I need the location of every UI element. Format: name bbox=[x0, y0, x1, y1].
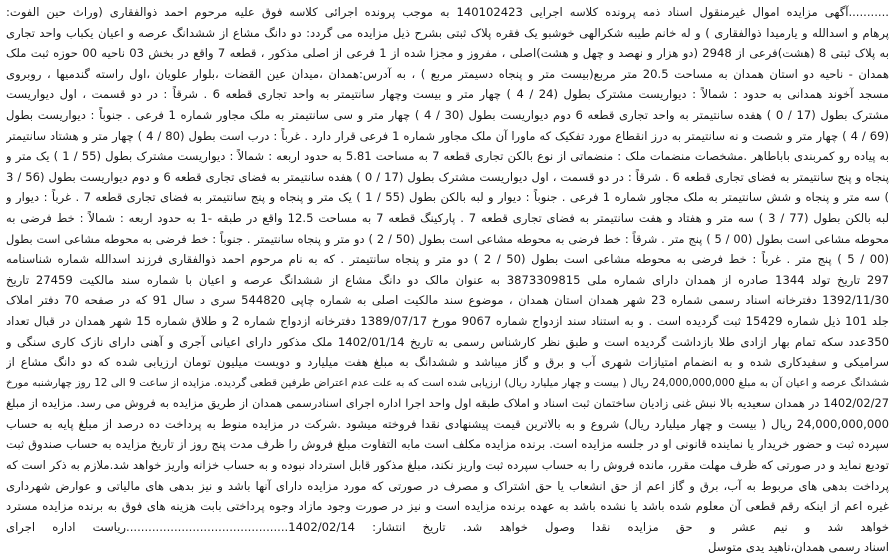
notice-line: (69 / 4 ) چهار متر و شصت و نه سانتیمتر به درز انقطاع مورد تفکیک که ماورا آن ملک مجاور شماره 1 فرعی قرار دارد . غرباً : درب است بطول (80 / 4 ) چهار متر و هشتاد سانتیمتر bbox=[6, 128, 889, 143]
notice-line: ...........آگهی مزایده اموال غیرمنقول اسناد ذمه پرونده کلاسه اجرایی 140102423 به موجب پرونده اجرائی کلاسه فوق علیه مرحوم احمد ذوالفقاری (وراث حین الفوت: bbox=[6, 5, 889, 19]
notice-line: 1402/02/27 در همدان سعیدیه بالا نبش غنی زادیان ساختمان ثبت اسناد و املاک طبقه اول واحد اجرا اداره اجرای اسنادرسمی همدان از طریق مزایده به فروش می رسد. مزایده از مبلغ bbox=[6, 396, 889, 411]
notice-line: به پیاده رو کمربندی باباطاهر .مشخصات منضمات ملک : منضماتی از نوع بالکن تجاری قطعه 7 به مساحت 5.81 به حدود اربعه : شمالاً : دیواریست مشترک بطول (55 / 1 ) یک متر و bbox=[6, 149, 889, 164]
notice-line: ) سه متر و پنجاه و شش سانتیمتر به ملک مجاور شماره 1 فرعی . جنوباً : دیوار و لبه بالکن بطول (55 / 1 ) یک متر و پنجاه و پنج سانتیمتر به فضای تجاری قطعه 7 . غرباً : دیوار و bbox=[6, 190, 889, 205]
notice-line: سرامیکی و سفیدکاری شده و به انضمام امتیازات شهری آب و برق و گاز میباشد و ششدانگ به مبلغ هفت میلیارد و دویست میلیون تومان ارزیابی شده که دو دانگ مشاع از bbox=[6, 355, 889, 370]
notice-line: محوطه مشاعی است بطول (00 / 5 ) پنج متر . شرقاً : خط فرضی به محوطه مشاعی است بطول (50 / 2 ) دو متر و پنجاه سانتیمتر . جنوباً : خط فرضی به محوطه مشاعی است بطول bbox=[6, 231, 889, 246]
notice-line: تودیع نماید و در صورتی که ظرف مهلت مقرر، مانده فروش را به حساب سپرده ثبت واریز نکند، مبلغ مذکور قابل استرداد نبوده و به حساب خزانه واریز خواهد شد.ملازم به ذکر است که bbox=[6, 458, 889, 473]
notice-line: 24,000,000,000 ریال ( بیست و چهار میلیارد ریال) شروع و به بالاترین قیمت پیشنهادی نقدا فروخته میشود .شرکت در مزایده منوط به پرداخت ده درصد از مبلغ پایه به حساب bbox=[6, 416, 889, 431]
notice-line: به پلاک ثبتی 8 (هشت)فرعی از 2948 (دو هزار و نهصد و چهل و هشت)اصلی ، مفروز و مجزا شده از 1 فرعی از اصلی مذکور ، قطعه 7 واقع در بخش 03 ناحیه 00 حوزه ثبت ملک bbox=[6, 46, 889, 61]
notice-line: 350عدد سکه تمام بهار ازادی طلا بازداشت گردیده است و طبق نظر کارشناس رسمی به تاریخ 1402/01/14 ملک مذکور دارای اعیانی آجری و آهنی دارای نازک کاری سنگی و bbox=[6, 334, 889, 349]
notice-line: پرهام و اسدالله و یارمیدا ذوالفقاری ) و له خانم طیبه شکرالهی خوشبو یک فقره پلاک ثبتی بشرح ذیل مزایده می گردد: دو دانگ مشاع از ششدانگ عرصه و اعیان یکباب واحد تجاری bbox=[6, 25, 889, 40]
notice-line: پنجاه و پنج سانتیمتر به فضای تجاری قطعه 6 . شرقاً : در دو قسمت ، اول دیواریست مشترک بطول (17 / 0 ) هفده سانتیمتر به فضای تجاری قطعه 6 و دوم دیواریست بطول (56 / 3 bbox=[6, 169, 889, 184]
notice-line: 1392/11/30 دفترخانه اسناد رسمی شماره 23 شهر همدان استان همدان ، موضوع سند مالکیت اصلی به شماره چاپی 544820 سری د سال 91 که در صفحه 70 دفتر املاک bbox=[6, 293, 889, 308]
notice-line: مسجد آخوند همدانی به حدود : شمالاً : دیواریست مشترک بطول (24 / 4 ) چهار متر و بیست وچهار سانتیمتر به واحد تجاری قطعه 6 . شرقاً : در دو قسمت ، اول دیواریست bbox=[6, 87, 889, 102]
notice-line: خواهد شد و نیم عشر و حق مزایده نقدا وصول خواهد شد. تاریخ انتشار: 1402/02/14............................................ریاست اداره اجرای bbox=[6, 519, 889, 534]
auction-notice bbox=[6, 2, 889, 558]
notice-line: همدان - ناحیه دو استان همدان به مساحت 20.5 متر مربع(بیست متر و پنجاه دسیمتر مربع ) ، به آدرس:همدان ،میدان عین القضات ،بلوار علویان ،اول راسته گندمیها ، روبروی bbox=[6, 66, 889, 81]
notice-line: ششدانگ عرصه و اعیان آن به مبلغ 24,000,000,000 ریال ( بیست و چهار میلیارد ریال) ارزیابی شده است که به علت عدم اعتراض طرفین قطعی گردیده. مزایده از ساعت 9 الی 12 روز چهارشنبه مورخ bbox=[6, 376, 889, 389]
notice-line: 297 تاریخ تولد 1344 صادره از همدان دارای شماره ملی 3873309815 به عنوان مالک دو دانگ مشاع از ششدانگ عرصه و اعیان با شماره سند مالکیت 27459 تاریخ bbox=[6, 272, 889, 287]
notice-line: سپرده ثبت و حضور خریدار یا نماینده قانونی او در جلسه مزایده است. برنده مزایده مکلف است مابه التفاوت مبلغ فروش را ظرف مدت پنج روز از تاریخ مزایده به حساب صندوق ثبت bbox=[6, 437, 889, 452]
notice-line: (00 / 5 ) پنج متر . غرباً : خط فرضی به محوطه مشاعی است بطول (50 / 2 ) دو متر و پنجاه سانتیمتر . که به نام مرحوم احمد ذوالفقاری فرزند اسدالله شماره شناسنامه bbox=[6, 252, 889, 267]
notice-line: غیره اعم از اینکه رقم قطعی آن معلوم شده باشد یا نشده باشد به عهده برنده مزایده است و نیز در صورت وجود مازاد وجوه پرداختی بابت هزینه های فوق به برنده مزایده مسترد bbox=[6, 499, 889, 514]
notice-line: لبه بالکن بطول (77 / 3 ) سه متر و هفتاد و هفت سانتیمتر به فضای تجاری قطعه 7 . پارکینگ قطعه 7 به مساحت 12.5 واقع در طبقه -1 به حدود اربعه : شمالاً : خط فرضی به bbox=[6, 210, 889, 225]
notice-line: پرداخت بدهی های مربوط به آب، برق و گاز اعم از حق انشعاب یا حق اشتراک و مصرف در صورتی که مورد مزایده دارای آنها باشد و نیز بدهی های مالیاتی و عوارض شهرداری bbox=[6, 478, 889, 493]
notice-line: جلد 101 ذیل شماره 15429 ثبت گردیده است . و به استناد سند ازدواج شماره 9067 مورخ 1389/07/17 دفترخانه ازدواج شماره 2 و طلاق شماره 15 شهر همدان در قبال تعداد bbox=[6, 313, 889, 328]
notice-signature: اسناد رسمی همدان،ناهید یدی متوسل bbox=[708, 540, 889, 555]
notice-line: مشترک بطول (17 / 0 ) هفده سانتیمتر به واحد تجاری قطعه 6 دوم دیواریست بطول (30 / 4 ) چهار متر و سی سانتیمتر به ملک مجاور شماره 1 فرعی . جنوباً : دیواریست بطول bbox=[6, 107, 889, 122]
notice-body bbox=[6, 2, 889, 558]
